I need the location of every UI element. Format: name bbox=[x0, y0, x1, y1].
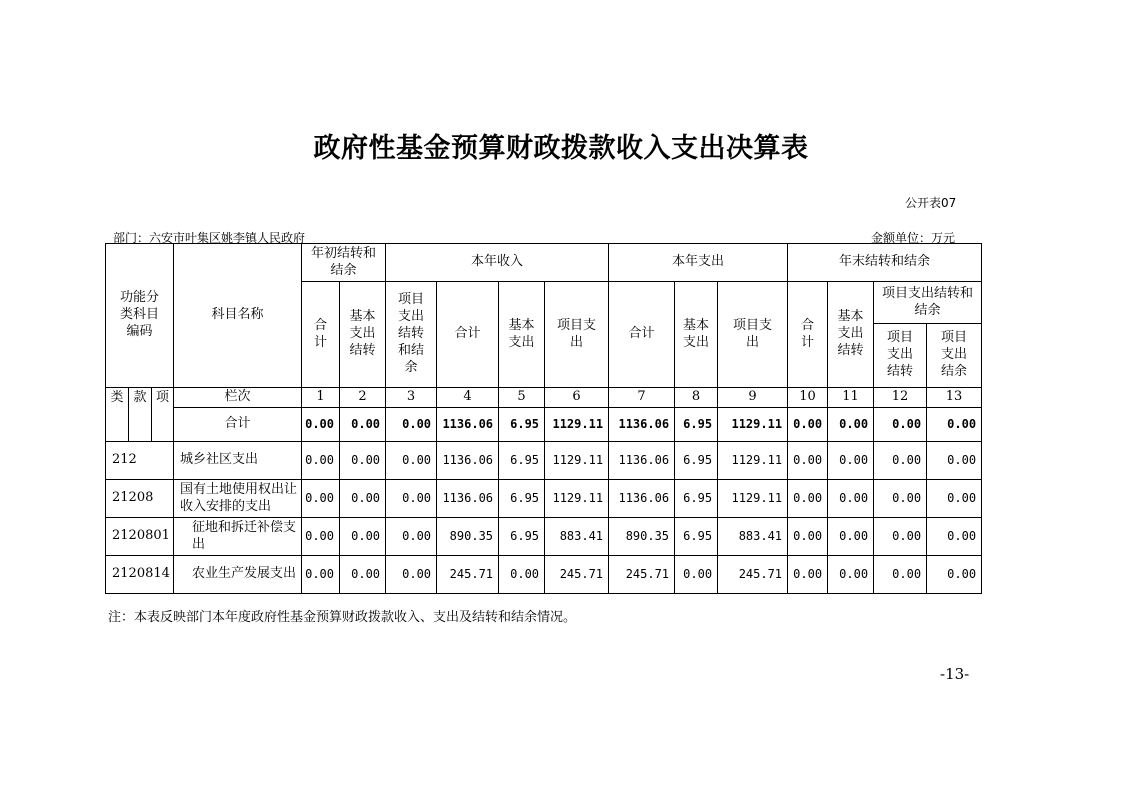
row-cell: 883.41 bbox=[718, 518, 788, 556]
header-expense-basic: 基本支出 bbox=[675, 282, 718, 388]
header-closing-project-carry: 项目支出结转 bbox=[874, 324, 927, 388]
row-cell: 0.00 bbox=[927, 480, 982, 518]
table-row bbox=[106, 518, 982, 556]
column-number-label: 栏次 bbox=[174, 388, 302, 408]
row-cell: 1129.11 bbox=[545, 442, 609, 480]
column-number: 8 bbox=[675, 388, 718, 408]
row-cell: 0.00 bbox=[302, 480, 340, 518]
header-expense: 本年支出 bbox=[609, 244, 788, 282]
row-cell: 1129.11 bbox=[718, 480, 788, 518]
header-income-project: 项目支出 bbox=[545, 282, 609, 388]
column-number: 13 bbox=[927, 388, 982, 408]
column-number: 1 bbox=[302, 388, 340, 408]
row-cell: 1136.06 bbox=[609, 442, 675, 480]
row-cell: 0.00 bbox=[828, 480, 874, 518]
row-name: 征地和拆迁补偿支出 bbox=[174, 518, 302, 556]
row-cell: 0.00 bbox=[874, 556, 927, 594]
row-cell: 0.00 bbox=[828, 556, 874, 594]
header-expense-project: 项目支出 bbox=[718, 282, 788, 388]
row-cell: 6.95 bbox=[675, 480, 718, 518]
row-cell: 0.00 bbox=[788, 442, 828, 480]
column-number: 9 bbox=[718, 388, 788, 408]
row-cell: 0.00 bbox=[927, 556, 982, 594]
row-cell: 6.95 bbox=[499, 442, 545, 480]
row-cell: 245.71 bbox=[718, 556, 788, 594]
row-cell: 0.00 bbox=[927, 442, 982, 480]
row-cell: 6.95 bbox=[499, 480, 545, 518]
total-row-label: 合计 bbox=[174, 408, 302, 442]
row-cell: 0.00 bbox=[828, 518, 874, 556]
column-number: 2 bbox=[340, 388, 386, 408]
total-cell: 1129.11 bbox=[718, 408, 788, 442]
column-number: 12 bbox=[874, 388, 927, 408]
table-row bbox=[106, 556, 982, 594]
row-cell: 0.00 bbox=[340, 480, 386, 518]
total-cell: 0.00 bbox=[874, 408, 927, 442]
table-row bbox=[106, 480, 982, 518]
row-cell: 0.00 bbox=[340, 442, 386, 480]
row-cell: 0.00 bbox=[386, 442, 437, 480]
total-cell: 6.95 bbox=[675, 408, 718, 442]
total-cell: 0.00 bbox=[828, 408, 874, 442]
column-number: 4 bbox=[437, 388, 499, 408]
row-cell: 890.35 bbox=[437, 518, 499, 556]
column-number: 6 bbox=[545, 388, 609, 408]
row-code: 2120814 bbox=[106, 556, 174, 594]
table-row bbox=[106, 442, 982, 480]
row-cell: 883.41 bbox=[545, 518, 609, 556]
header-lei: 类 bbox=[106, 388, 129, 442]
page-number: -13- bbox=[940, 665, 970, 683]
row-cell: 1129.11 bbox=[545, 480, 609, 518]
row-cell: 0.00 bbox=[874, 518, 927, 556]
row-cell: 0.00 bbox=[788, 556, 828, 594]
row-cell: 890.35 bbox=[609, 518, 675, 556]
header-closing: 年末结转和结余 bbox=[788, 244, 982, 282]
department-label: 部门：六安市叶集区姚李镇人民政府 bbox=[113, 231, 306, 245]
total-cell: 1129.11 bbox=[545, 408, 609, 442]
total-row bbox=[106, 408, 982, 442]
column-number: 5 bbox=[499, 388, 545, 408]
row-cell: 245.71 bbox=[545, 556, 609, 594]
row-cell: 245.71 bbox=[437, 556, 499, 594]
total-cell: 6.95 bbox=[499, 408, 545, 442]
row-cell: 0.00 bbox=[340, 556, 386, 594]
header-opening: 年初结转和结余 bbox=[302, 244, 386, 282]
total-cell: 1136.06 bbox=[609, 408, 675, 442]
header-expense-total: 合计 bbox=[609, 282, 675, 388]
row-cell: 1136.06 bbox=[437, 480, 499, 518]
row-cell: 6.95 bbox=[675, 518, 718, 556]
table-number: 公开表07 bbox=[905, 196, 957, 210]
header-closing-project-balance: 项目支出结余 bbox=[927, 324, 982, 388]
header-subject-name: 科目名称 bbox=[174, 244, 302, 388]
row-cell: 0.00 bbox=[788, 480, 828, 518]
row-code: 212 bbox=[106, 442, 174, 480]
row-cell: 0.00 bbox=[386, 480, 437, 518]
row-name: 国有土地使用权出让收入安排的支出 bbox=[174, 480, 302, 518]
row-cell: 1136.06 bbox=[609, 480, 675, 518]
footnote: 注：本表反映部门本年度政府性基金预算财政拨款收入、支出及结转和结余情况。 bbox=[108, 610, 577, 625]
row-cell: 0.00 bbox=[499, 556, 545, 594]
row-cell: 1129.11 bbox=[718, 442, 788, 480]
row-cell: 0.00 bbox=[302, 442, 340, 480]
total-cell: 0.00 bbox=[927, 408, 982, 442]
row-code: 21208 bbox=[106, 480, 174, 518]
header-opening-basic-carry: 基本支出结转 bbox=[340, 282, 386, 388]
row-cell: 0.00 bbox=[340, 518, 386, 556]
header-opening-project: 项目支出结转和结余 bbox=[386, 282, 437, 388]
row-cell: 0.00 bbox=[828, 442, 874, 480]
row-name: 城乡社区支出 bbox=[174, 442, 302, 480]
row-cell: 0.00 bbox=[675, 556, 718, 594]
header-closing-total: 合计 bbox=[788, 282, 828, 388]
header-xiang: 项 bbox=[152, 388, 174, 442]
header-func-code: 功能分类科目编码 bbox=[106, 244, 174, 388]
column-number: 10 bbox=[788, 388, 828, 408]
row-cell: 0.00 bbox=[874, 442, 927, 480]
row-cell: 0.00 bbox=[788, 518, 828, 556]
row-cell: 1136.06 bbox=[437, 442, 499, 480]
row-name: 农业生产发展支出 bbox=[174, 556, 302, 594]
budget-table bbox=[105, 243, 982, 594]
total-cell: 0.00 bbox=[302, 408, 340, 442]
total-cell: 0.00 bbox=[386, 408, 437, 442]
row-cell: 0.00 bbox=[874, 480, 927, 518]
row-code: 2120801 bbox=[106, 518, 174, 556]
column-number: 7 bbox=[609, 388, 675, 408]
row-cell: 0.00 bbox=[927, 518, 982, 556]
row-cell: 0.00 bbox=[386, 556, 437, 594]
header-income-basic: 基本支出 bbox=[499, 282, 545, 388]
row-cell: 0.00 bbox=[302, 556, 340, 594]
row-cell: 0.00 bbox=[386, 518, 437, 556]
total-cell: 0.00 bbox=[788, 408, 828, 442]
header-closing-project: 项目支出结转和结余 bbox=[874, 282, 982, 324]
header-closing-basic-carry: 基本支出结转 bbox=[828, 282, 874, 388]
unit-label: 金额单位：万元 bbox=[871, 231, 956, 245]
header-income: 本年收入 bbox=[386, 244, 609, 282]
row-cell: 245.71 bbox=[609, 556, 675, 594]
header-kuan: 款 bbox=[129, 388, 152, 442]
header-income-total: 合计 bbox=[437, 282, 499, 388]
column-number: 11 bbox=[828, 388, 874, 408]
total-cell: 0.00 bbox=[340, 408, 386, 442]
total-cell: 1136.06 bbox=[437, 408, 499, 442]
header-opening-total: 合计 bbox=[302, 282, 340, 388]
row-cell: 0.00 bbox=[302, 518, 340, 556]
row-cell: 6.95 bbox=[675, 442, 718, 480]
page-title: 政府性基金预算财政拨款收入支出决算表 bbox=[313, 133, 809, 164]
column-number: 3 bbox=[386, 388, 437, 408]
row-cell: 6.95 bbox=[499, 518, 545, 556]
